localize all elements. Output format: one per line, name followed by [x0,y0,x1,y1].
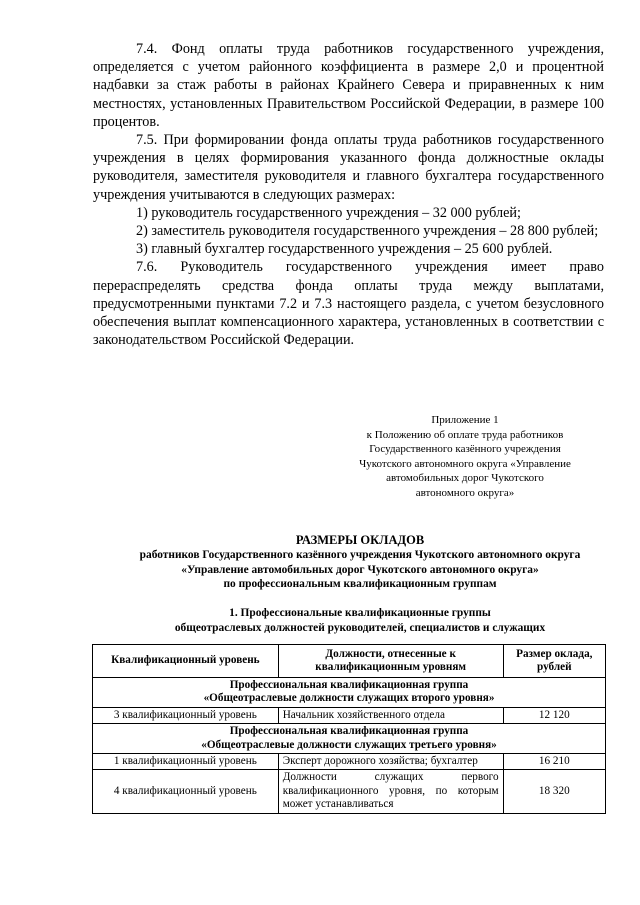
appendix-line: Чукотского автономного округа «Управление [359,457,571,470]
paragraph-7-6: 7.6. Руководитель государственного учреждения имеет право перераспределять средства фонда оплаты труда между выплатами, предусмотренными пунктами 7.2 и 7.3 настоящего раздела, с учетом безусловного обеспечения выплат компенсационного характера, установленных в соответствии с законодательством Российской Федерации. [93,259,604,349]
group-heading [93,724,606,754]
group-heading [93,678,606,708]
list-item-deputy: 2) заместитель руководителя государственного учреждения – 28 800 рублей; [136,223,599,240]
list-item-director: 1) руководитель государственного учреждения – 32 000 рублей; [136,204,521,221]
group-line: «Общеотраслевые должности служащих второго уровня» [203,692,495,705]
cell-level: 1 квалификационный уровень [93,754,279,770]
subtitle-line: 1. Профессиональные квалификационные группы [229,607,491,619]
cell-salary: 12 120 [503,707,605,723]
cell-salary: 16 210 [503,754,605,770]
table-row [93,707,606,723]
list-item-chief-accountant: 3) главный бухгалтер государственного учреждения – 25 600 рублей. [136,241,553,258]
appendix-line: Государственного казённого учреждения [369,443,561,455]
paragraph-7-5: 7.5. При формировании фонда оплаты труда работников государственного учреждения в целях формирования указанного фонда должностные оклады руководителя, заместителя руководителя и главного бухгалтера государственного учреждения учитываются в следующих размерах: [93,132,604,203]
section-subtitle [60,606,640,636]
table-group-row [93,678,606,708]
cell-position: Должности служащих первого квалификационного уровня, по которым может устанавливаться [278,770,503,813]
document-title [60,532,640,592]
header-level: Квалификационный уровень [93,645,279,678]
title-line: работников Государственного казённого учреждения Чукотского автономного округа [139,549,581,561]
cell-level: 4 квалификационный уровень [93,770,279,813]
appendix-line: автономного округа» [415,486,515,499]
group-line: Профессиональная квалификационная группа [229,725,469,738]
title-line: «Управление автомобильных дорог Чукотского автономного округа» [181,563,539,576]
appendix-line: Приложение 1 [431,414,499,426]
group-line: Профессиональная квалификационная группа [229,679,469,691]
cell-level: 3 квалификационный уровень [93,707,279,723]
table-row [93,770,606,813]
table-row [93,754,606,770]
appendix-line: к Положению об оплате труда работников [366,428,564,441]
table-group-row [93,724,606,754]
title-line: по профессиональным квалификационным группам [223,578,497,591]
appendix-note [330,413,600,500]
subtitle-line: общеотраслевых должностей руководителей, специалистов и служащих [174,622,546,634]
cell-position: Начальник хозяйственного отдела [278,707,503,723]
cell-position: Эксперт дорожного хозяйства; бухгалтер [278,754,503,770]
appendix-line: автомобильных дорог Чукотского [386,472,544,484]
header-salary: Размер оклада, рублей [503,645,605,678]
salary-table [92,644,606,814]
header-position: Должности, отнесенные к квалификационным уровням [278,645,503,678]
title-main: РАЗМЕРЫ ОКЛАДОВ [295,533,425,547]
cell-salary: 18 320 [503,770,605,813]
paragraph-7-4: 7.4. Фонд оплаты труда работников государственного учреждения, определяется с учетом районного коэффициента в размере 2,0 и процентной надбавки за стаж работы в районах Крайнего Севера и приравненных к ним местностях, установленных Правительством Российской Федерации, в размере 100 процентов. [93,41,604,130]
body-text [93,40,604,349]
group-line: «Общеотраслевые должности служащих третьего уровня» [201,738,497,751]
table-header-row [93,645,606,678]
